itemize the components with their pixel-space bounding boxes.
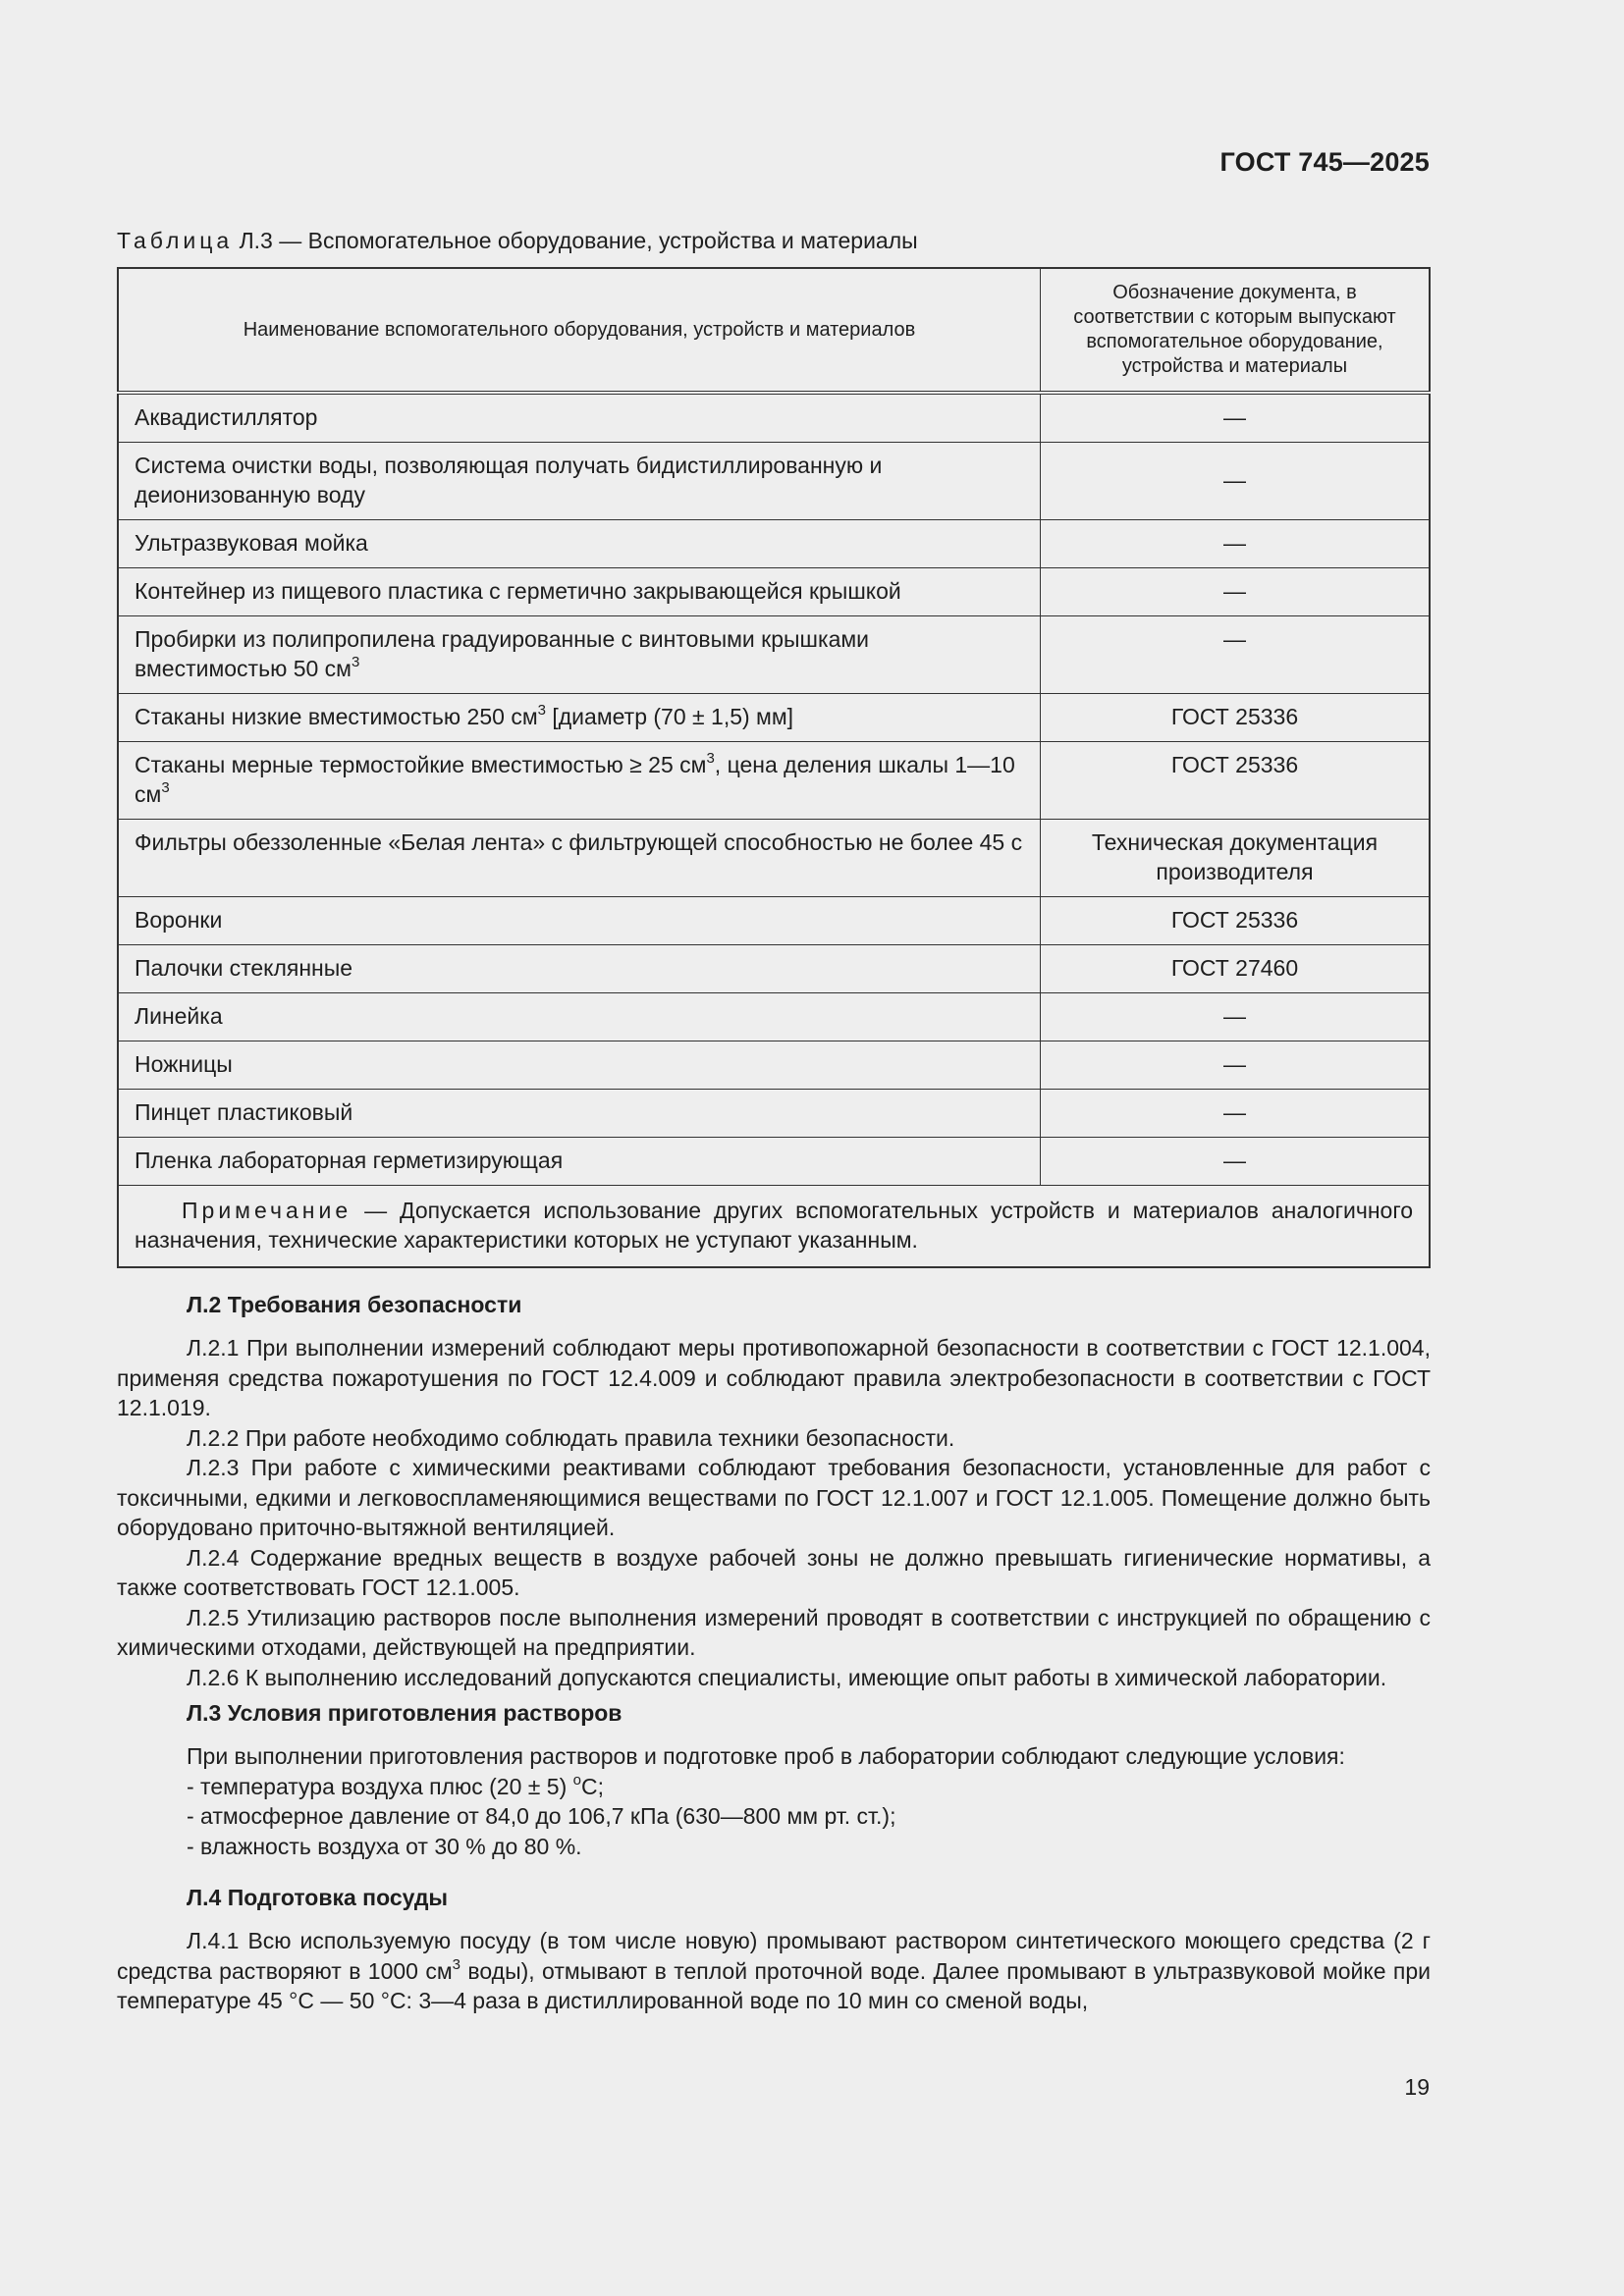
table-row <box>118 742 1430 820</box>
paragraph: Л.2.6 К выполнению исследований допускаются специалисты, имеющие опыт работы в химической лаборатории. <box>187 1664 1387 1690</box>
table-note <box>118 1186 1430 1268</box>
note-label: Примечание <box>182 1198 352 1223</box>
paragraph: Л.2.2 При работе необходимо соблюдать правила техники безопасности. <box>187 1424 955 1451</box>
paragraph: Л.4.1 Всю используемую посуду (в том числе новую) промывают раствором синтетического моющего средства (2 г средства растворяют в 1000 $см^3$ воды), отмывают в теплой проточной воде. Далее промывают в ультразвуковой мойке при температуре 45 °С — 50 °С: 3—4 раза в дистиллированной воде по 10 мин со сменой воды, <box>117 1928 1431 2013</box>
column-header-name: Наименование вспомогательного оборудования, устройств и материалов <box>118 268 1040 393</box>
item-document: — <box>1040 520 1430 568</box>
table-row <box>118 993 1430 1041</box>
item-name: Ультразвуковая мойка <box>118 520 1040 568</box>
item-name: Стаканы мерные термостойкие вместимостью ≥ 25 $см^3$, цена деления шкалы 1—10 $см^3$ <box>118 742 1040 820</box>
page-content <box>117 224 1431 2016</box>
item-document: Техническая документация производителя <box>1040 820 1430 897</box>
table-caption-text: Л.3 — Вспомогательное оборудование, устройства и материалы <box>233 228 918 253</box>
section-title-safety: Л.2 Требования безопасности <box>187 1292 522 1317</box>
document-code: ГОСТ 745—2025 <box>1219 147 1430 177</box>
item-name: Линейка <box>118 993 1040 1041</box>
item-document: ГОСТ 25336 <box>1040 694 1430 742</box>
list-item: - температура воздуха плюс (20 ± 5) $^о$С; <box>187 1771 604 1799</box>
item-name: Контейнер из пищевого пластика с герметично закрывающейся крышкой <box>118 568 1040 616</box>
table-caption <box>117 224 1431 257</box>
item-document: ГОСТ 25336 <box>1040 897 1430 945</box>
table-row <box>118 945 1430 993</box>
item-name: Фильтры обеззоленные «Белая лента» с фильтрующей способностью не более 45 с <box>118 820 1040 897</box>
item-document: — <box>1040 443 1430 520</box>
page-number: 19 <box>1404 2074 1430 2100</box>
table-row <box>118 694 1430 742</box>
section-title-glassware: Л.4 Подготовка посуды <box>187 1885 449 1910</box>
item-document: — <box>1040 993 1430 1041</box>
paragraph: Л.2.5 Утилизацию растворов после выполнения измерений проводят в соответствии с инструкцией по обращению с химическими отходами, действующей на предприятии. <box>117 1604 1431 1660</box>
item-document: ГОСТ 27460 <box>1040 945 1430 993</box>
table-row <box>118 393 1430 443</box>
column-header-document: Обозначение документа, в соответствии с которым выпускают вспомогательное оборудование, устройства и материалы <box>1040 268 1430 393</box>
item-name: Палочки стеклянные <box>118 945 1040 993</box>
item-document: — <box>1040 568 1430 616</box>
item-document: ГОСТ 25336 <box>1040 742 1430 820</box>
table-row <box>118 568 1430 616</box>
table-row <box>118 616 1430 694</box>
paragraph: Л.2.3 При работе с химическими реактивами соблюдают требования безопасности, установленные для работ с токсичными, едкими и легковоспламеняющимися веществами по ГОСТ 12.1.007 и ГОСТ 12.1.005. Помещение должно быть оборудовано приточно-вытяжной вентиляцией. <box>117 1455 1431 1540</box>
item-document: — <box>1040 1041 1430 1090</box>
item-name: Ножницы <box>118 1041 1040 1090</box>
item-document: — <box>1040 1138 1430 1186</box>
table-note-row <box>118 1186 1430 1268</box>
table-row <box>118 820 1430 897</box>
item-document: — <box>1040 393 1430 443</box>
item-name: Система очистки воды, позволяющая получать бидистиллированную и деионизованную воду <box>118 443 1040 520</box>
table-caption-prefix: Таблица <box>117 228 234 253</box>
table-row <box>118 1090 1430 1138</box>
table-row <box>118 1138 1430 1186</box>
table-row <box>118 1041 1430 1090</box>
table-header-row <box>118 268 1430 393</box>
table-row <box>118 520 1430 568</box>
item-name: Аквадистиллятор <box>118 393 1040 443</box>
item-name: Воронки <box>118 897 1040 945</box>
item-name: Стаканы низкие вместимостью 250 $см^3$ [диаметр (70 ± 1,5) мм] <box>118 694 1040 742</box>
section-title-solutions: Л.3 Условия приготовления растворов <box>187 1700 623 1726</box>
table-row <box>118 897 1430 945</box>
item-document: — <box>1040 1090 1430 1138</box>
item-name: Пробирки из полипропилена градуированные с винтовыми крышками вместимостью 50 $см^3$ <box>118 616 1040 694</box>
paragraph: Л.2.1 При выполнении измерений соблюдают меры противопожарной безопасности в соответствии с ГОСТ 12.1.004, применяя средства пожаротушения по ГОСТ 12.4.009 и соблюдают правила электробезопасности в соответствии с ГОСТ 12.1.019. <box>117 1335 1431 1420</box>
note-text: — Допускается использование других вспомогательных устройств и материалов аналогичного назначения, технические характеристики которых не уступают указанным. <box>135 1198 1413 1253</box>
table-row <box>118 443 1430 520</box>
list-item: - влажность воздуха от 30 % до 80 %. <box>187 1833 582 1859</box>
paragraph: Л.2.4 Содержание вредных веществ в воздухе рабочей зоны не должно превышать гигиенические нормативы, а также соответствовать ГОСТ 12.1.005. <box>117 1544 1431 1600</box>
list-item: - атмосферное давление от 84,0 до 106,7 кПа (630—800 мм рт. ст.); <box>187 1803 896 1829</box>
paragraph: При выполнении приготовления растворов и подготовке проб в лаборатории соблюдают следующие условия: <box>187 1743 1345 1769</box>
item-name: Пленка лабораторная герметизирующая <box>118 1138 1040 1186</box>
equipment-table <box>117 267 1431 1268</box>
item-document: — <box>1040 616 1430 694</box>
item-name: Пинцет пластиковый <box>118 1090 1040 1138</box>
